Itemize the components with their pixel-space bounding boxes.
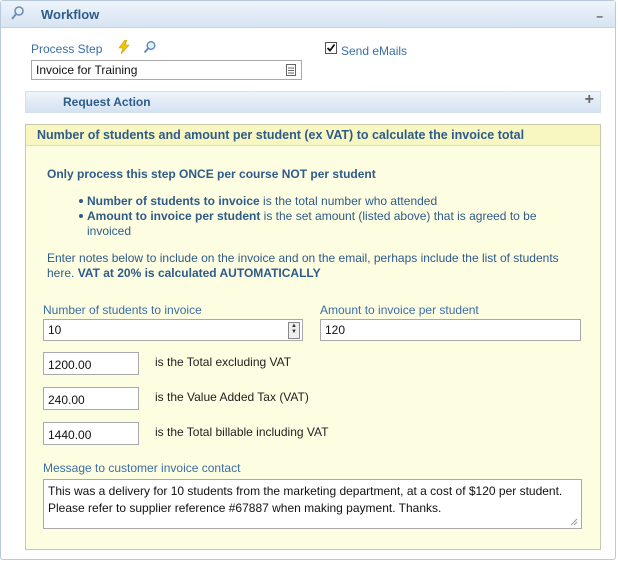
invoice-section-title: Number of students and amount per student (ex VAT) to calculate the invoice total (37, 128, 525, 142)
total-inc-vat-field[interactable] (43, 422, 139, 445)
stepper-down-icon[interactable]: ▼ (291, 329, 297, 335)
panel-header (1, 1, 615, 28)
notes-line1: Enter notes below to include on the invoice and on the email, perhaps include the list of students (47, 251, 559, 265)
bullet-dot (79, 214, 83, 218)
resize-handle-icon[interactable] (570, 518, 578, 526)
notes-instructions (47, 251, 592, 281)
students-stepper[interactable] (288, 322, 300, 339)
collapse-button[interactable]: – (596, 9, 603, 23)
total-ex-vat-field[interactable] (43, 352, 139, 375)
lookup-icon[interactable] (143, 40, 157, 54)
total-inc-vat-value: 1440.00 (48, 428, 92, 442)
bullet-students-text: is the total number who attended (259, 194, 438, 208)
lightning-icon[interactable] (117, 40, 131, 54)
checkmark-icon (326, 43, 336, 53)
vat-field[interactable] (43, 387, 139, 410)
process-step-value: Invoice for Training (36, 63, 138, 77)
send-emails-checkbox[interactable] (325, 42, 337, 54)
process-once-warning: Only process this step ONCE per course NOT per student (47, 167, 376, 181)
students-label: Number of students to invoice (43, 303, 202, 317)
picklist-icon[interactable] (286, 64, 296, 76)
bullet-dot (79, 199, 83, 203)
message-textarea[interactable] (43, 479, 582, 529)
amount-value: 120 (325, 323, 346, 337)
vat-note: VAT at 20% is calculated AUTOMATICALLY (77, 266, 321, 280)
total-ex-vat-label: is the Total excluding VAT (155, 355, 292, 369)
invoice-section (25, 124, 601, 550)
total-inc-vat-label: is the Total billable including VAT (155, 425, 329, 439)
bullet-amount-text: is the set amount (listed above) that is agreed to be invoiced (87, 209, 537, 238)
amount-input[interactable] (320, 319, 581, 341)
stepper-up-icon[interactable]: ▲ (291, 323, 297, 329)
search-icon (10, 5, 26, 21)
bullet-amount (87, 209, 557, 239)
invoice-section-header (26, 125, 600, 146)
students-value: 10 (48, 323, 62, 337)
bullet-amount-bold: Amount to invoice per student (87, 209, 261, 223)
process-step-label: Process Step (31, 42, 103, 56)
bullet-students (87, 194, 437, 208)
vat-label: is the Value Added Tax (VAT) (155, 390, 309, 404)
students-input[interactable] (43, 319, 303, 341)
expand-button[interactable]: + (584, 91, 594, 108)
notes-line2: here. (47, 266, 78, 280)
process-step-field[interactable] (31, 60, 302, 80)
total-ex-vat-value: 1200.00 (48, 358, 92, 372)
send-emails-label: Send eMails (341, 44, 408, 58)
panel-title: Workflow (41, 7, 100, 22)
message-label: Message to customer invoice contact (43, 461, 241, 475)
vat-value: 240.00 (48, 393, 85, 407)
amount-label: Amount to invoice per student (320, 303, 479, 317)
bullet-students-bold: Number of students to invoice (87, 194, 260, 208)
request-action-bar[interactable] (25, 91, 601, 113)
request-action-title: Request Action (63, 95, 151, 109)
